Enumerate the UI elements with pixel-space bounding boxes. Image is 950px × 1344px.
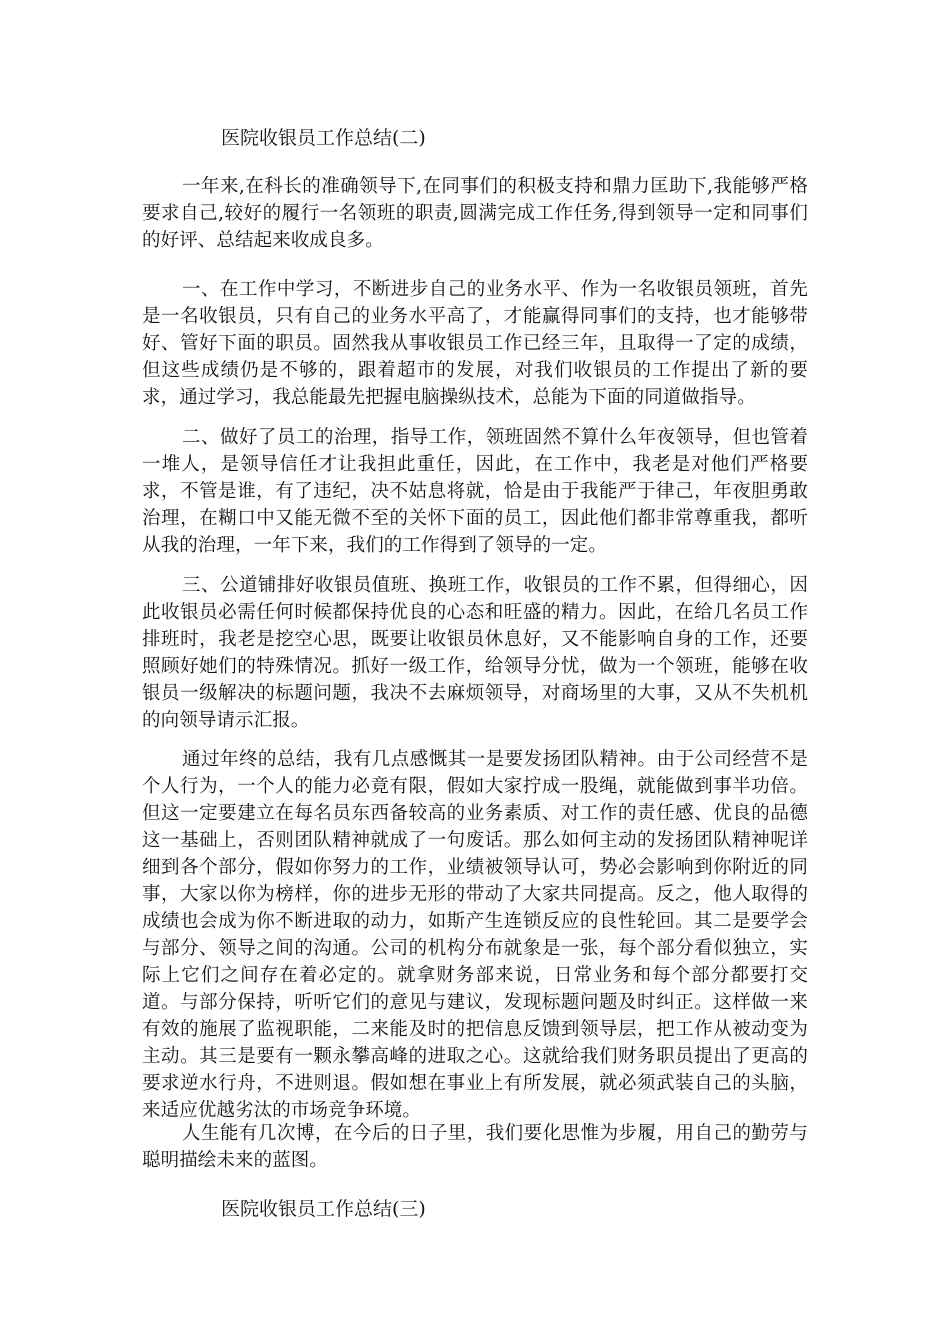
paragraph-closing: 人生能有几次博，在今后的日子里，我们要化思惟为步履，用自己的勤劳与聪明描绘未来的蓝图。 [142,1123,808,1171]
paragraph-intro: 一年来,在科长的准确领导下,在同事们的积极支持和鼎力匡助下,我能够严格要求自己,较好的履行一名领班的职责,圆满完成工作任务,得到领导一定和同事们的好评、总结起来收成良多。 [142,176,808,251]
section-heading-2: 医院收银员工作总结(二) [221,127,426,149]
paragraph-point-2: 二、做好了员工的治理，指导工作，领班固然不算什么年夜领导，但也管着一堆人，是领导信任才让我担此重任，因此，在工作中，我老是对他们严格要求，不管是谁，有了违纪，决不姑息将就，恰是由于我能严于律己，年夜胆勇敢治理，在糊口中又能无微不至的关怀下面的员工，因此他们都非常尊重我，都听从我的治理，一年下来，我们的工作得到了领导的一定。 [142,427,808,556]
paragraph-point-1: 一、在工作中学习，不断进步自己的业务水平、作为一名收银员领班，首先是一名收银员，只有自己的业务水平高了，才能赢得同事们的支持，也才能够带好、管好下面的职员。固然我从事收银员工作已经三年，且取得一了定的成绩，但这些成绩仍是不够的，跟着超市的发展，对我们收银员的工作提出了新的要求，通过学习，我总能最先把握电脑操纵技术，总能为下面的同道做指导。 [142,279,808,408]
paragraph-point-3: 三、公道铺排好收银员值班、换班工作，收银员的工作不累，但得细心，因此收银员必需任何时候都保持优良的心态和旺盛的精力。因此，在给几名员工作排班时，我老是挖空心思，既要让收银员休息好，又不能影响自身的工作，还要照顾好她们的特殊情况。抓好一级工作，给领导分忧，做为一个领班，能够在收银员一级解决的标题问题，我决不去麻烦领导，对商场里的大事，又从不失机机的向领导请示汇报。 [142,575,808,731]
section-heading-3: 医院收银员工作总结(三) [221,1198,426,1220]
paragraph-reflection: 通过年终的总结，我有几点感慨其一是要发扬团队精神。由于公司经营不是个人行为，一个人的能力必竟有限，假如大家拧成一股绳，就能做到事半功倍。但这一定要建立在每名员东西备较高的业务素质、对工作的责任感、优良的品德这一基础上，否则团队精神就成了一句废话。那么如何主动的发扬团队精神呢详细到各个部分，假如你努力的工作，业绩被领导认可，势必会影响到你附近的同事，大家以你为榜样，你的进步无形的带动了大家共同提高。反之，他人取得的成绩也会成为你不断进取的动力，如斯产生连锁反应的良性轮回。其二是要学会与部分、领导之间的沟通。公司的机构分布就象是一张，每个部分看似独立，实际上它们之间存在着必定的。就拿财务部来说，日常业务和每个部分都要打交道。与部分保持，听听它们的意见与建议，发现标题问题及时纠正。这样做一来有效的施展了监视职能，二来能及时的把信息反馈到领导层，把工作从被动变为主动。其三是要有一颗永攀高峰的进取之心。这就给我们财务职员提出了更高的要求逆水行舟，不进则退。假如想在事业上有所发展，就必须武装自己的头脑，来适应优越劣汰的市场竞争环境。 [142,749,808,1121]
